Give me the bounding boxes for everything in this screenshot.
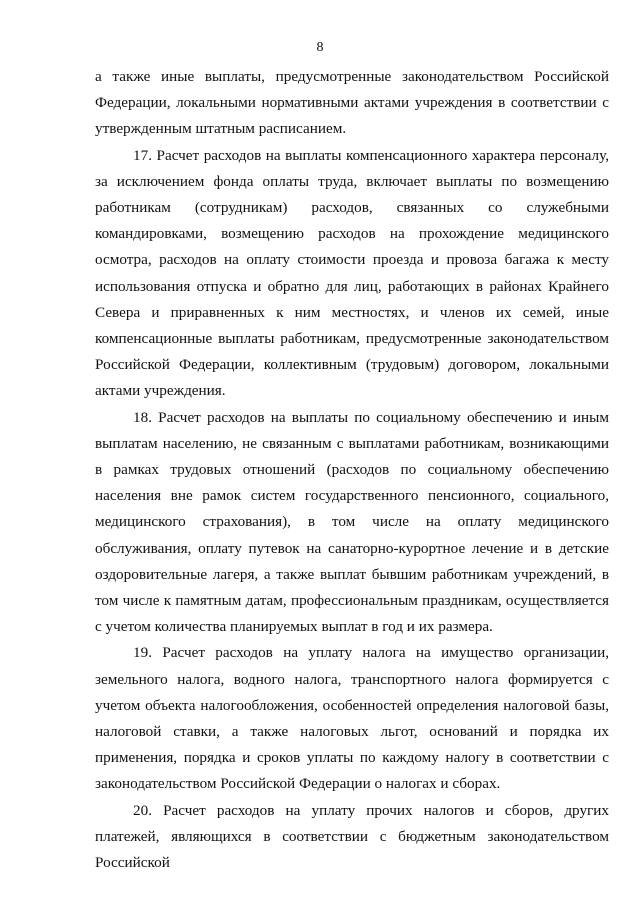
page-number: 8	[316, 40, 324, 55]
paragraph-item-20: 20. Расчет расходов на уплату прочих налогов и сборов, других платежей, являющихся в соответствии с бюджетным законодательством Российской	[95, 801, 609, 872]
paragraph-item-19: 19. Расчет расходов на уплату налога на имущество организации, земельного налога, водного налога, транспортного налога формируется с учетом объекта налогообложения, особенностей определения налоговой базы, налоговой ставки, а также налоговых льгот, оснований и порядка их применения, порядка и сроков уплаты по каждому налогу в соответствии с законодательством Российской Федерации о налогах и сборах.	[95, 644, 609, 793]
paragraph-item-17: 17. Расчет расходов на выплаты компенсационного характера персоналу, за исключением фонда оплаты труда, включает выплаты по возмещению работникам (сотрудникам) расходов, связанных со служебными командировками, возмещению расходов на прохождение медицинского осмотра, расходов на оплату стоимости проезда и провоза багажа к месту использования отпуска и обратно для лиц, работающих в районах Крайнего Севера и приравненных к ним местностях, и членов их семей, иные компенсационные выплаты работникам, предусмотренные законодательством Российской Федерации, коллективным (трудовым) договором, локальными актами учреждения.	[95, 146, 609, 400]
document-body	[95, 64, 609, 876]
paragraph-continuation: а также иные выплаты, предусмотренные законодательством Российской Федерации, локальными нормативными актами учреждения в соответствии с утвержденным штатным расписанием.	[95, 68, 609, 138]
paragraph-item-18: 18. Расчет расходов на выплаты по социальному обеспечению и иным выплатам населению, не связанным с выплатами работникам, возникающими в рамках трудовых отношений (расходов по социальному обеспечению населения вне рамок систем государственного пенсионного, социального, медицинского страхования), в том числе на оплату медицинского обслуживания, оплату путевок на санаторно-курортное лечение и в детские оздоровительные лагеря, а также выплат бывшим работникам учреждений, в том числе к памятным датам, профессиональным праздникам, осуществляется с учетом количества планируемых выплат в год и их размера.	[95, 408, 609, 636]
